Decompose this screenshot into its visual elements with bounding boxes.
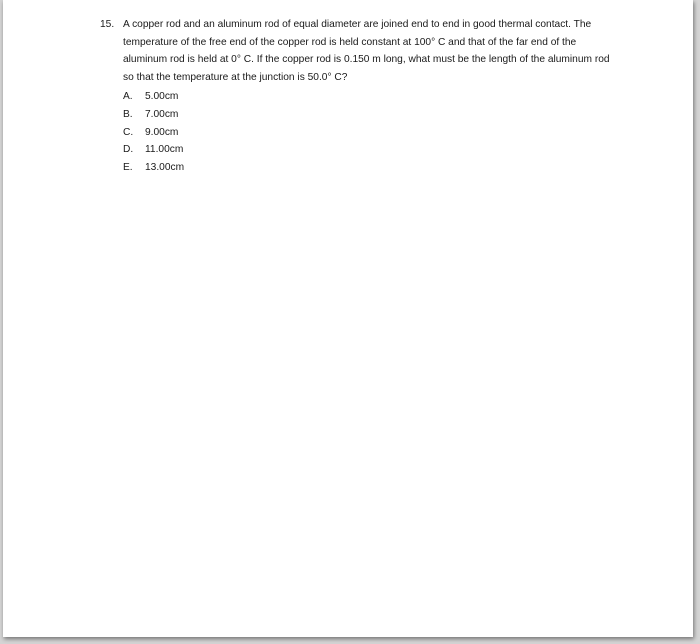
question-text: A copper rod and an aluminum rod of equal diameter are joined end to end in good thermal contact. The temperature of the free end of the copper rod is held constant at 100° C and that of the far end of the aluminum rod is held at 0° C. If the copper rod is 0.150 m long, what must be the length of the aluminum rod so that the temperature at the junction is 50.0° C?	[123, 19, 610, 83]
option-letter: E.	[123, 162, 133, 174]
question-row	[100, 16, 620, 86]
option-value: 5.00cm	[145, 91, 179, 102]
option-letter: C.	[123, 126, 134, 138]
option-letter: A.	[123, 91, 133, 102]
answer-options	[123, 88, 184, 177]
document-page	[3, 0, 693, 637]
option-e	[123, 159, 184, 177]
option-value: 13.00cm	[145, 162, 185, 174]
option-value: 11.00cm	[145, 144, 184, 156]
option-b	[123, 106, 184, 124]
option-letter: D.	[123, 144, 134, 156]
option-c	[123, 124, 184, 142]
option-d	[123, 141, 184, 159]
option-value: 9.00cm	[145, 126, 179, 138]
option-letter: B.	[123, 108, 133, 120]
option-a	[123, 88, 184, 106]
option-value: 7.00cm	[145, 108, 179, 120]
question-15	[100, 16, 620, 86]
question-number: 15.	[100, 19, 115, 30]
